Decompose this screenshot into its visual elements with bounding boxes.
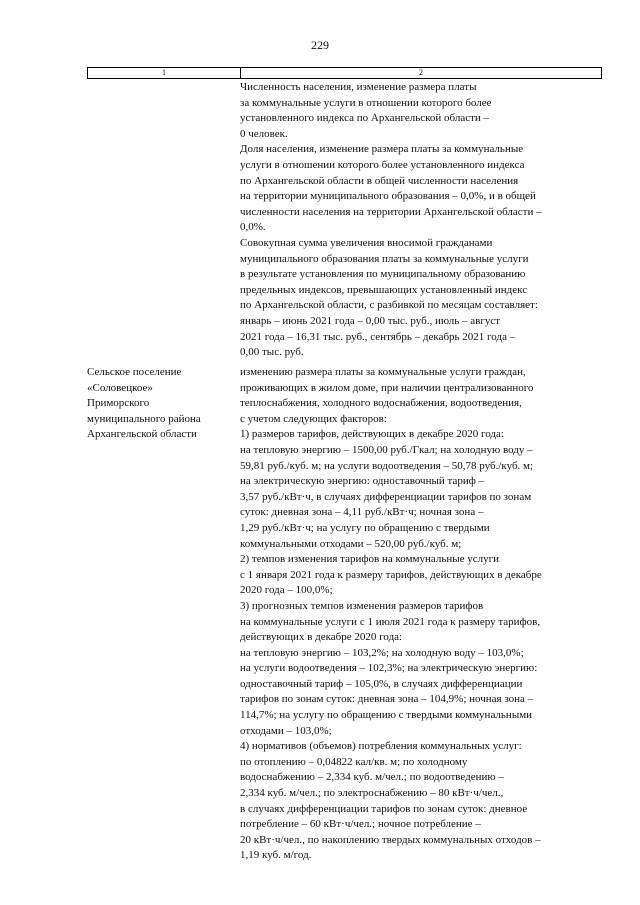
header-col-2: 2 xyxy=(419,68,423,77)
text-line: 2,334 куб. м/чел.; по электроснабжению – 80 кВт·ч/чел., xyxy=(240,787,504,800)
row1-text xyxy=(240,80,542,361)
text-line: суток: дневная зона – 4,11 руб./кВт·ч; ночная зона – xyxy=(240,506,484,519)
text-line: предельных индексов, превышающих установленный индекс xyxy=(240,283,528,296)
text-line: на тепловую энергию – 103,2%; на холодную воду – 103,0%; xyxy=(240,646,524,659)
text-line: проживающих в жилом доме, при наличии централизованного xyxy=(240,381,534,394)
text-line: коммунальными отходами – 520,00 руб./куб. м; xyxy=(240,537,462,550)
text-line: потребление – 60 кВт·ч/чел.; ночное потребление – xyxy=(240,818,481,831)
text-line: 3,57 руб./кВт·ч, в случаях дифференциации тарифов по зонам xyxy=(240,490,532,503)
text-line: 4) нормативов (объемов) потребления коммунальных услуг: xyxy=(240,740,522,753)
text-line: 0 человек. xyxy=(240,127,288,140)
text-line: по Архангельской области в общей численности населения xyxy=(240,174,519,187)
text-line: на электрическую энергию: одноставочный тариф – xyxy=(240,475,485,488)
text-line: на услуги водоотведения – 102,3%; на электрическую энергию: xyxy=(240,662,538,675)
table-header xyxy=(87,67,602,79)
text-line: на коммунальные услуги с 1 июля 2021 года к размеру тарифов, xyxy=(240,615,541,628)
text-line: январь – июнь 2021 года – 0,00 тыс. руб., июль – август xyxy=(240,314,501,327)
municipality-line: Архангельской области xyxy=(87,428,197,441)
text-line: 0,00 тыс. руб. xyxy=(240,346,304,359)
row2-municipality-name xyxy=(87,365,237,443)
text-line: 1,29 руб./кВт·ч; на услугу по обращению с твердыми xyxy=(240,521,490,534)
text-line: численности населения на территории Архангельской области – xyxy=(240,205,542,218)
text-line: водоснабжению – 2,334 куб. м/чел.; по водоотведению – xyxy=(240,771,504,784)
text-line: Численность населения, изменение размера платы xyxy=(240,81,477,93)
text-line: на территории муниципального образования – 0,0%, и в общей xyxy=(240,190,536,203)
text-line: с 1 января 2021 года к размеру тарифов, действующих в декабре xyxy=(240,568,542,581)
text-line: изменению размера платы за коммунальные услуги граждан, xyxy=(240,366,526,378)
municipality-line: «Соловецкое» xyxy=(87,381,153,394)
row2-text xyxy=(240,365,542,864)
municipality-line: Приморского xyxy=(87,397,150,410)
text-line: за коммунальные услуги в отношении которого более xyxy=(240,96,492,109)
text-line: 59,81 руб./куб. м; на услуги водоотведения – 50,78 руб./куб. м; xyxy=(240,459,534,472)
text-line: с учетом следующих факторов: xyxy=(240,412,387,425)
text-line: 2021 года – 16,31 тыс. руб., сентябрь – декабрь 2021 года – xyxy=(240,330,516,343)
text-line: действующих в декабре 2020 года: xyxy=(240,631,403,644)
text-line: 114,7%; на услугу по обращению с твердыми коммунальными xyxy=(240,709,533,722)
text-line: 0,0%. xyxy=(240,221,266,234)
text-line: 1,19 куб. м/год. xyxy=(240,849,312,862)
page-number: 229 xyxy=(311,38,329,52)
text-line: 20 кВт·ч/чел., по накоплению твердых коммунальных отходов – xyxy=(240,833,541,846)
municipality-line: Сельское поселение xyxy=(87,366,182,378)
text-line: отходами – 103,0%; xyxy=(240,724,332,737)
text-line: одноставочный тариф – 105,0%, в случаях дифференциации xyxy=(240,677,523,690)
text-line: теплоснабжения, холодного водоснабжения, водоотведения, xyxy=(240,397,522,410)
text-line: на тепловую энергию – 1500,00 руб./Гкал; на холодную воду – xyxy=(240,443,533,456)
text-line: в результате установления по муниципальному образованию xyxy=(240,268,526,281)
text-line: тарифов по зонам суток: дневная зона – 104,9%; ночная зона – xyxy=(240,693,534,706)
header-col-1: 1 xyxy=(88,68,241,78)
text-line: установленного индекса по Архангельской области – xyxy=(240,112,490,125)
text-line: 2) темпов изменения тарифов на коммунальные услуги xyxy=(240,553,500,566)
text-line: по отоплению – 0,04822 кал/кв. м; по холодному xyxy=(240,755,468,768)
text-line: муниципального образования платы за коммунальные услуги xyxy=(240,252,529,265)
text-line: по Архангельской области, с разбивкой по месяцам составляет: xyxy=(240,299,538,312)
text-line: в случаях дифференциации тарифов по зонам суток: дневное xyxy=(240,802,528,815)
document-table xyxy=(87,67,602,862)
text-line: 1) размеров тарифов, действующих в декабре 2020 года: xyxy=(240,428,504,441)
municipality-line: муниципального района xyxy=(87,412,201,425)
text-line: 3) прогнозных темпов изменения размеров тарифов xyxy=(240,599,484,612)
text-line: 2020 года – 100,0%; xyxy=(240,584,333,597)
text-line: Доля населения, изменение размера платы за коммунальные xyxy=(240,143,524,156)
text-line: Совокупная сумма увеличения вносимой гражданами xyxy=(240,236,493,249)
text-line: услуги в отношении которого более установленного индекса xyxy=(240,158,525,171)
